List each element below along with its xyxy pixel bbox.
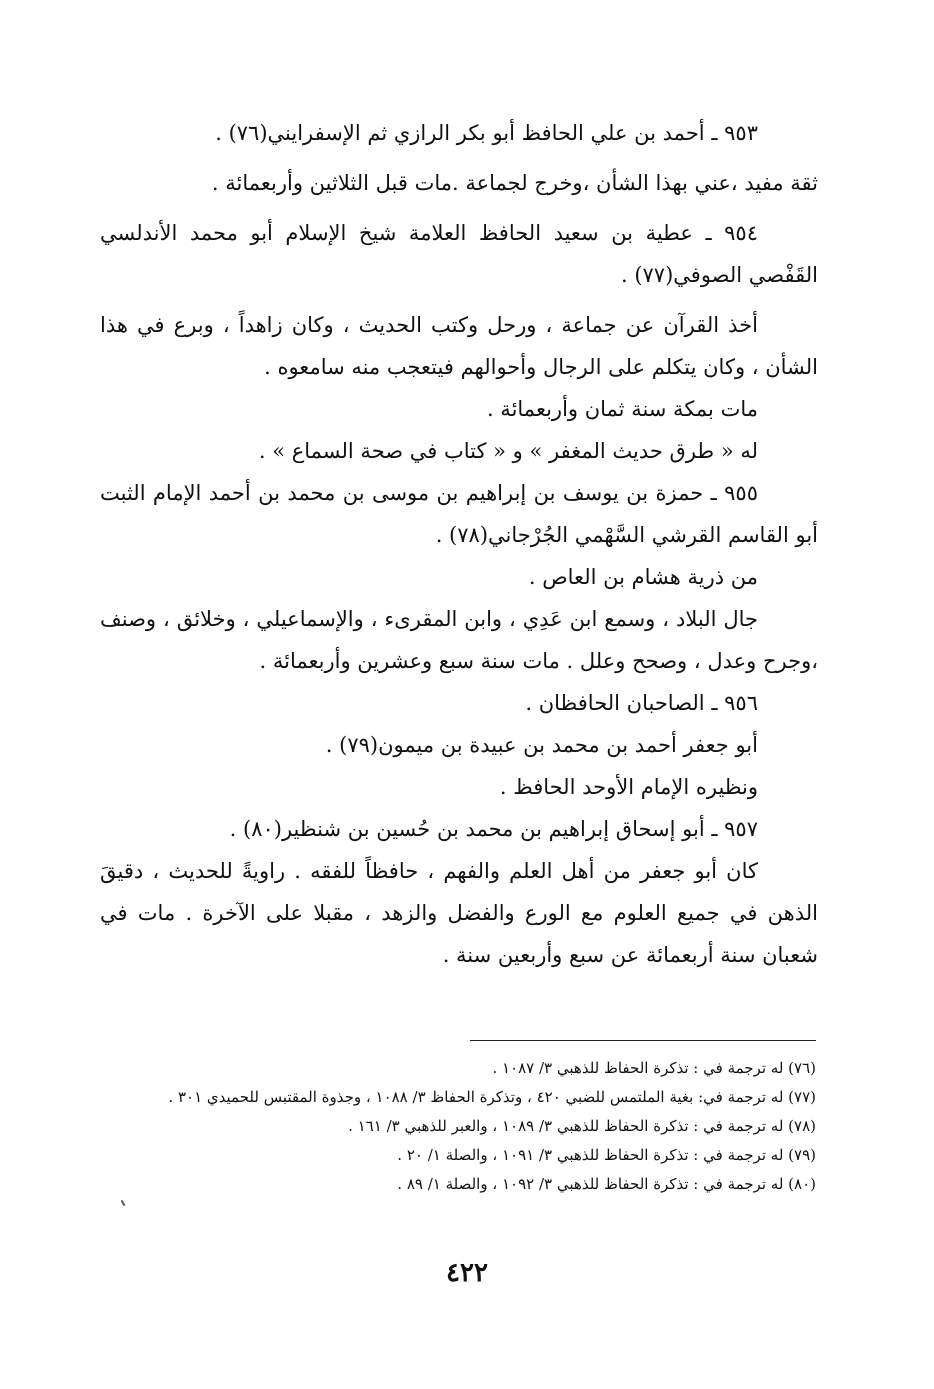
entry-957-body: كان أبو جعفر من أهل العلم والفهم ، حافظاً للفقه . راويةً للحديث ، دقيقَ الذهن في جميع العلوم مع الورع والفضل والزهد ، مقبلا على الآخرة . مات في شعبان سنة أربعمائة عن سبع وأربعين سنة . [100, 859, 818, 967]
entry-955-heading: ٩٥٥ ـ حمزة بن يوسف بن إبراهيم بن موسى بن محمد بن أحمد الإمام الثبت أبو القاسم القرشي السَّهْمي الجُرْجاني(٧٨) . [100, 481, 818, 547]
entry-956-second: ونظيره الإمام الأوحد الحافظ . [499, 775, 758, 799]
entry-955-lineage: من ذرية هشام بن العاص . [528, 565, 758, 589]
entry-957-heading: ٩٥٧ ـ أبو إسحاق إبراهيم بن محمد بن حُسين بن شنظير(٨٠) . [229, 817, 758, 841]
entry-953-body: ثقة مفيد ،عني بهذا الشأن ،وخرج لجماعة .مات قبل الثلاثين وأربعمائة . [211, 171, 818, 195]
footnotes [130, 1054, 816, 1199]
footnote-separator [470, 1040, 816, 1041]
footnote-77: (٧٧) له ترجمة في: بغية الملتمس للضبي ٤٢٠ ، وتذكرة الحفاظ ٣/ ١٠٨٨ ، وجذوة المقتبس للحميدي ٣٠١ . [168, 1088, 816, 1106]
main-text [100, 112, 818, 976]
footnote-78: (٧٨) له ترجمة في : تذكرة الحفاظ للذهبي ٣/ ١٠٨٩ ، والعبر للذهبي ٣/ ١٦١ . [348, 1117, 816, 1135]
entry-956-heading: ٩٥٦ ـ الصاحبان الحافظان . [525, 691, 758, 715]
scan-speck [121, 1200, 126, 1206]
entry-956-first: أبو جعفر أحمد بن محمد بن عبيدة بن ميمون(٧٩) . [325, 733, 758, 757]
entry-954-body: أخذ القرآن عن جماعة ، ورحل وكتب الحديث ، وكان زاهداً ، وبرع في هذا الشأن ، وكان يتكلم على الرجال وأحوالهم فيتعجب منه سامعوه . [100, 313, 818, 379]
entry-954-works: له « طرق حديث المغفر » و « كتاب في صحة السماع » . [258, 439, 758, 463]
footnote-80: (٨٠) له ترجمة في : تذكرة الحفاظ للذهبي ٣/ ١٠٩٢ ، والصلة ١/ ٨٩ . [397, 1175, 816, 1193]
footnote-79: (٧٩) له ترجمة في : تذكرة الحفاظ للذهبي ٣/ ١٠٩١ ، والصلة ١/ ٢٠ . [397, 1146, 816, 1164]
entry-954-death: مات بمكة سنة ثمان وأربعمائة . [486, 397, 758, 421]
entry-954-heading: ٩٥٤ ـ عطية بن سعيد الحافظ العلامة شيخ الإسلام أبو محمد الأندلسي القَفْصي الصوفي(٧٧) . [100, 221, 818, 287]
page-number: ٤٢٢ [446, 1258, 488, 1288]
entry-953-heading: ٩٥٣ ـ أحمد بن علي الحافظ أبو بكر الرازي ثم الإسفرايني(٧٦) . [215, 121, 758, 145]
footnote-76: (٧٦) له ترجمة في : تذكرة الحفاظ للذهبي ٣/ ١٠٨٧ . [492, 1059, 816, 1077]
entry-955-body: جال البلاد ، وسمع ابن عَدِي ، وابن المقرىء ، والإسماعيلي ، وخلائق ، وصنف ،وجرح وعدل ، وصحح وعلل . مات سنة سبع وعشرين وأربعمائة . [100, 607, 818, 673]
